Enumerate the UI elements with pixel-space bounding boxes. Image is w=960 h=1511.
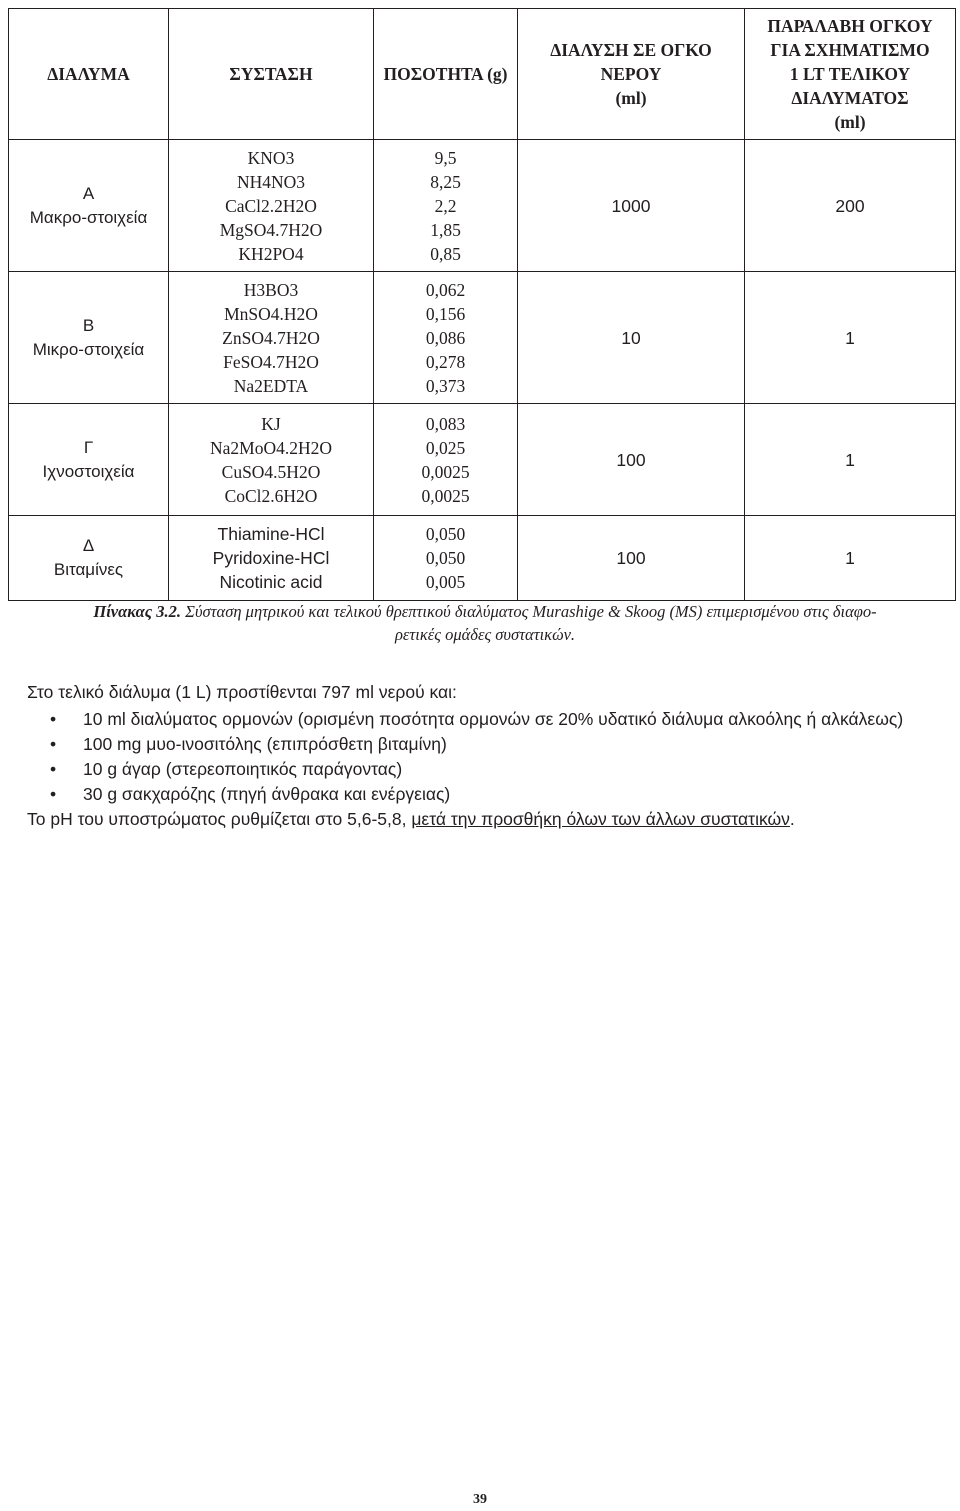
solution-cell [9,140,169,272]
component: CuSO4.5H2O [221,461,321,482]
quantity: 0,025 [425,437,466,458]
quantity: 0,156 [425,303,466,324]
list-item: • 100 mg μυο-ινοσιτόλης (επιπρόσθετη βιταμίνη) [27,732,957,757]
quantity: 0,050 [425,524,466,544]
quantity-cell [374,404,518,516]
header-uptake-line: ΓΙΑ ΣΧΗΜΑΤΙΣΜΟ [770,40,930,60]
solution-letter: Β [82,315,95,335]
component: Na2EDTA [233,375,309,396]
component: ZnSO4.7H2O [222,327,320,348]
composition-cell [169,140,374,272]
component: H3BO3 [243,279,299,300]
ph-text: Το pH του υποστρώματος ρυθμίζεται στο 5,6-5,8, [27,809,412,829]
solution-letter: Α [82,183,95,203]
quantity-cell [374,516,518,601]
quantity: 0,086 [425,327,466,348]
caption-label: Πίνακας 3.2. [93,602,182,621]
solution-cell [9,404,169,516]
uptake-cell: 1 [745,516,956,601]
ph-emphasis: μετά την προσθήκη όλων των άλλων συστατικών [411,809,790,829]
quantity: 0,062 [425,279,466,300]
uptake-cell: 1 [745,404,956,516]
solution-cell [9,272,169,404]
quantity: 1,85 [430,219,461,240]
component: FeSO4.7H2O [223,351,319,372]
quantity: 9,5 [434,147,457,168]
component: MnSO4.H2O [224,303,318,324]
component: CoCl2.6H2O [224,485,318,506]
quantity: 0,0025 [421,461,470,482]
component: NH4NO3 [236,171,306,192]
solution-cell [9,516,169,601]
solution-name: Μικρο-στοιχεία [32,339,145,359]
quantity: 0,0025 [421,485,470,506]
solution-name: Μακρο-στοιχεία [29,207,148,227]
solution-name: Βιταμίνες [53,560,124,579]
component: MgSO4.7H2O [219,219,323,240]
header-uptake [745,9,956,140]
component: KH2PO4 [238,243,304,264]
quantity: 0,373 [425,375,466,396]
additives-list [27,707,957,807]
component: KJ [261,413,281,434]
header-uptake-line: ΠΑΡΑΛΑΒΗ ΟΓΚΟΥ [767,16,933,36]
header-dilution-line: ΝΕΡΟΥ [600,64,662,84]
header-uptake-line: ΔΙΑΛΥΜΑΤΟΣ [791,88,909,108]
solution-name: Ιχνοστοιχεία [42,461,135,481]
header-uptake-line: 1 LT ΤΕΛΙΚΟΥ [789,64,911,84]
header-composition: ΣΥΣΤΑΣΗ [169,9,374,140]
header-uptake-line: (ml) [834,112,866,132]
component: Pyridoxine-HCl [212,548,330,568]
quantity-cell [374,140,518,272]
uptake-cell: 1 [745,272,956,404]
component: Nicotinic acid [219,572,323,592]
dilution-cell: 100 [518,404,745,516]
quantity-cell [374,272,518,404]
quantity: 8,25 [430,171,461,192]
caption-text-line2: ρετικές ομάδες συστατικών. [394,625,576,644]
composition-cell [169,516,374,601]
intro-paragraph: Στο τελικό διάλυμα (1 L) προστίθενται 797 ml νερού και: [27,682,457,702]
list-item: • 10 g άγαρ (στερεοποιητικός παράγοντας) [27,757,957,782]
quantity: 0,85 [430,243,461,264]
table-caption [40,600,930,646]
list-item: • 30 g σακχαρόζης (πηγή άνθρακα και ενέργειας) [27,782,957,807]
caption-text-line1: Σύσταση μητρικού και τελικού θρεπτικού διαλύματος Murashige & Skoog (MS) επιμερισμένου στις διαφο- [185,602,877,621]
ph-end: . [789,809,795,829]
header-quantity: ΠΟΣΟΤΗΤΑ (g) [374,9,518,140]
component: Na2MoO4.2H2O [209,437,332,458]
header-dilution-line: (ml) [615,88,647,108]
table-header-row [9,9,956,140]
solution-letter: Γ [83,437,94,457]
component: CaCl2.2H2O [225,195,317,216]
quantity: 0,005 [425,572,466,592]
dilution-cell: 1000 [518,140,745,272]
quantity: 0,083 [425,413,466,434]
header-dilution [518,9,745,140]
component: KNO3 [247,147,295,168]
header-dilution-line: ΔΙΑΛΥΣΗ ΣΕ ΟΓΚΟ [550,40,712,60]
component: Thiamine-HCl [217,524,325,544]
dilution-cell: 10 [518,272,745,404]
quantity: 2,2 [434,195,457,216]
solution-letter: Δ [82,536,95,555]
table-row-macro [9,140,956,272]
composition-cell [169,404,374,516]
uptake-cell: 200 [745,140,956,272]
quantity: 0,050 [425,548,466,568]
quantity: 0,278 [425,351,466,372]
body-text [27,680,957,832]
dilution-cell: 100 [518,516,745,601]
list-item: • 10 ml διαλύματος ορμονών (ορισμένη ποσότητα ορμονών σε 20% υδατικό διάλυμα αλκοόλης ή αλκάλεως) [27,707,957,732]
composition-cell [169,272,374,404]
ms-medium-table [8,8,956,601]
ph-paragraph [27,807,957,832]
table-row-micro [9,272,956,404]
header-solution: ΔΙΑΛΥΜΑ [9,9,169,140]
table-row-trace [9,404,956,516]
page-number: 39 [473,1492,487,1507]
table-row-vitamins [9,516,956,601]
